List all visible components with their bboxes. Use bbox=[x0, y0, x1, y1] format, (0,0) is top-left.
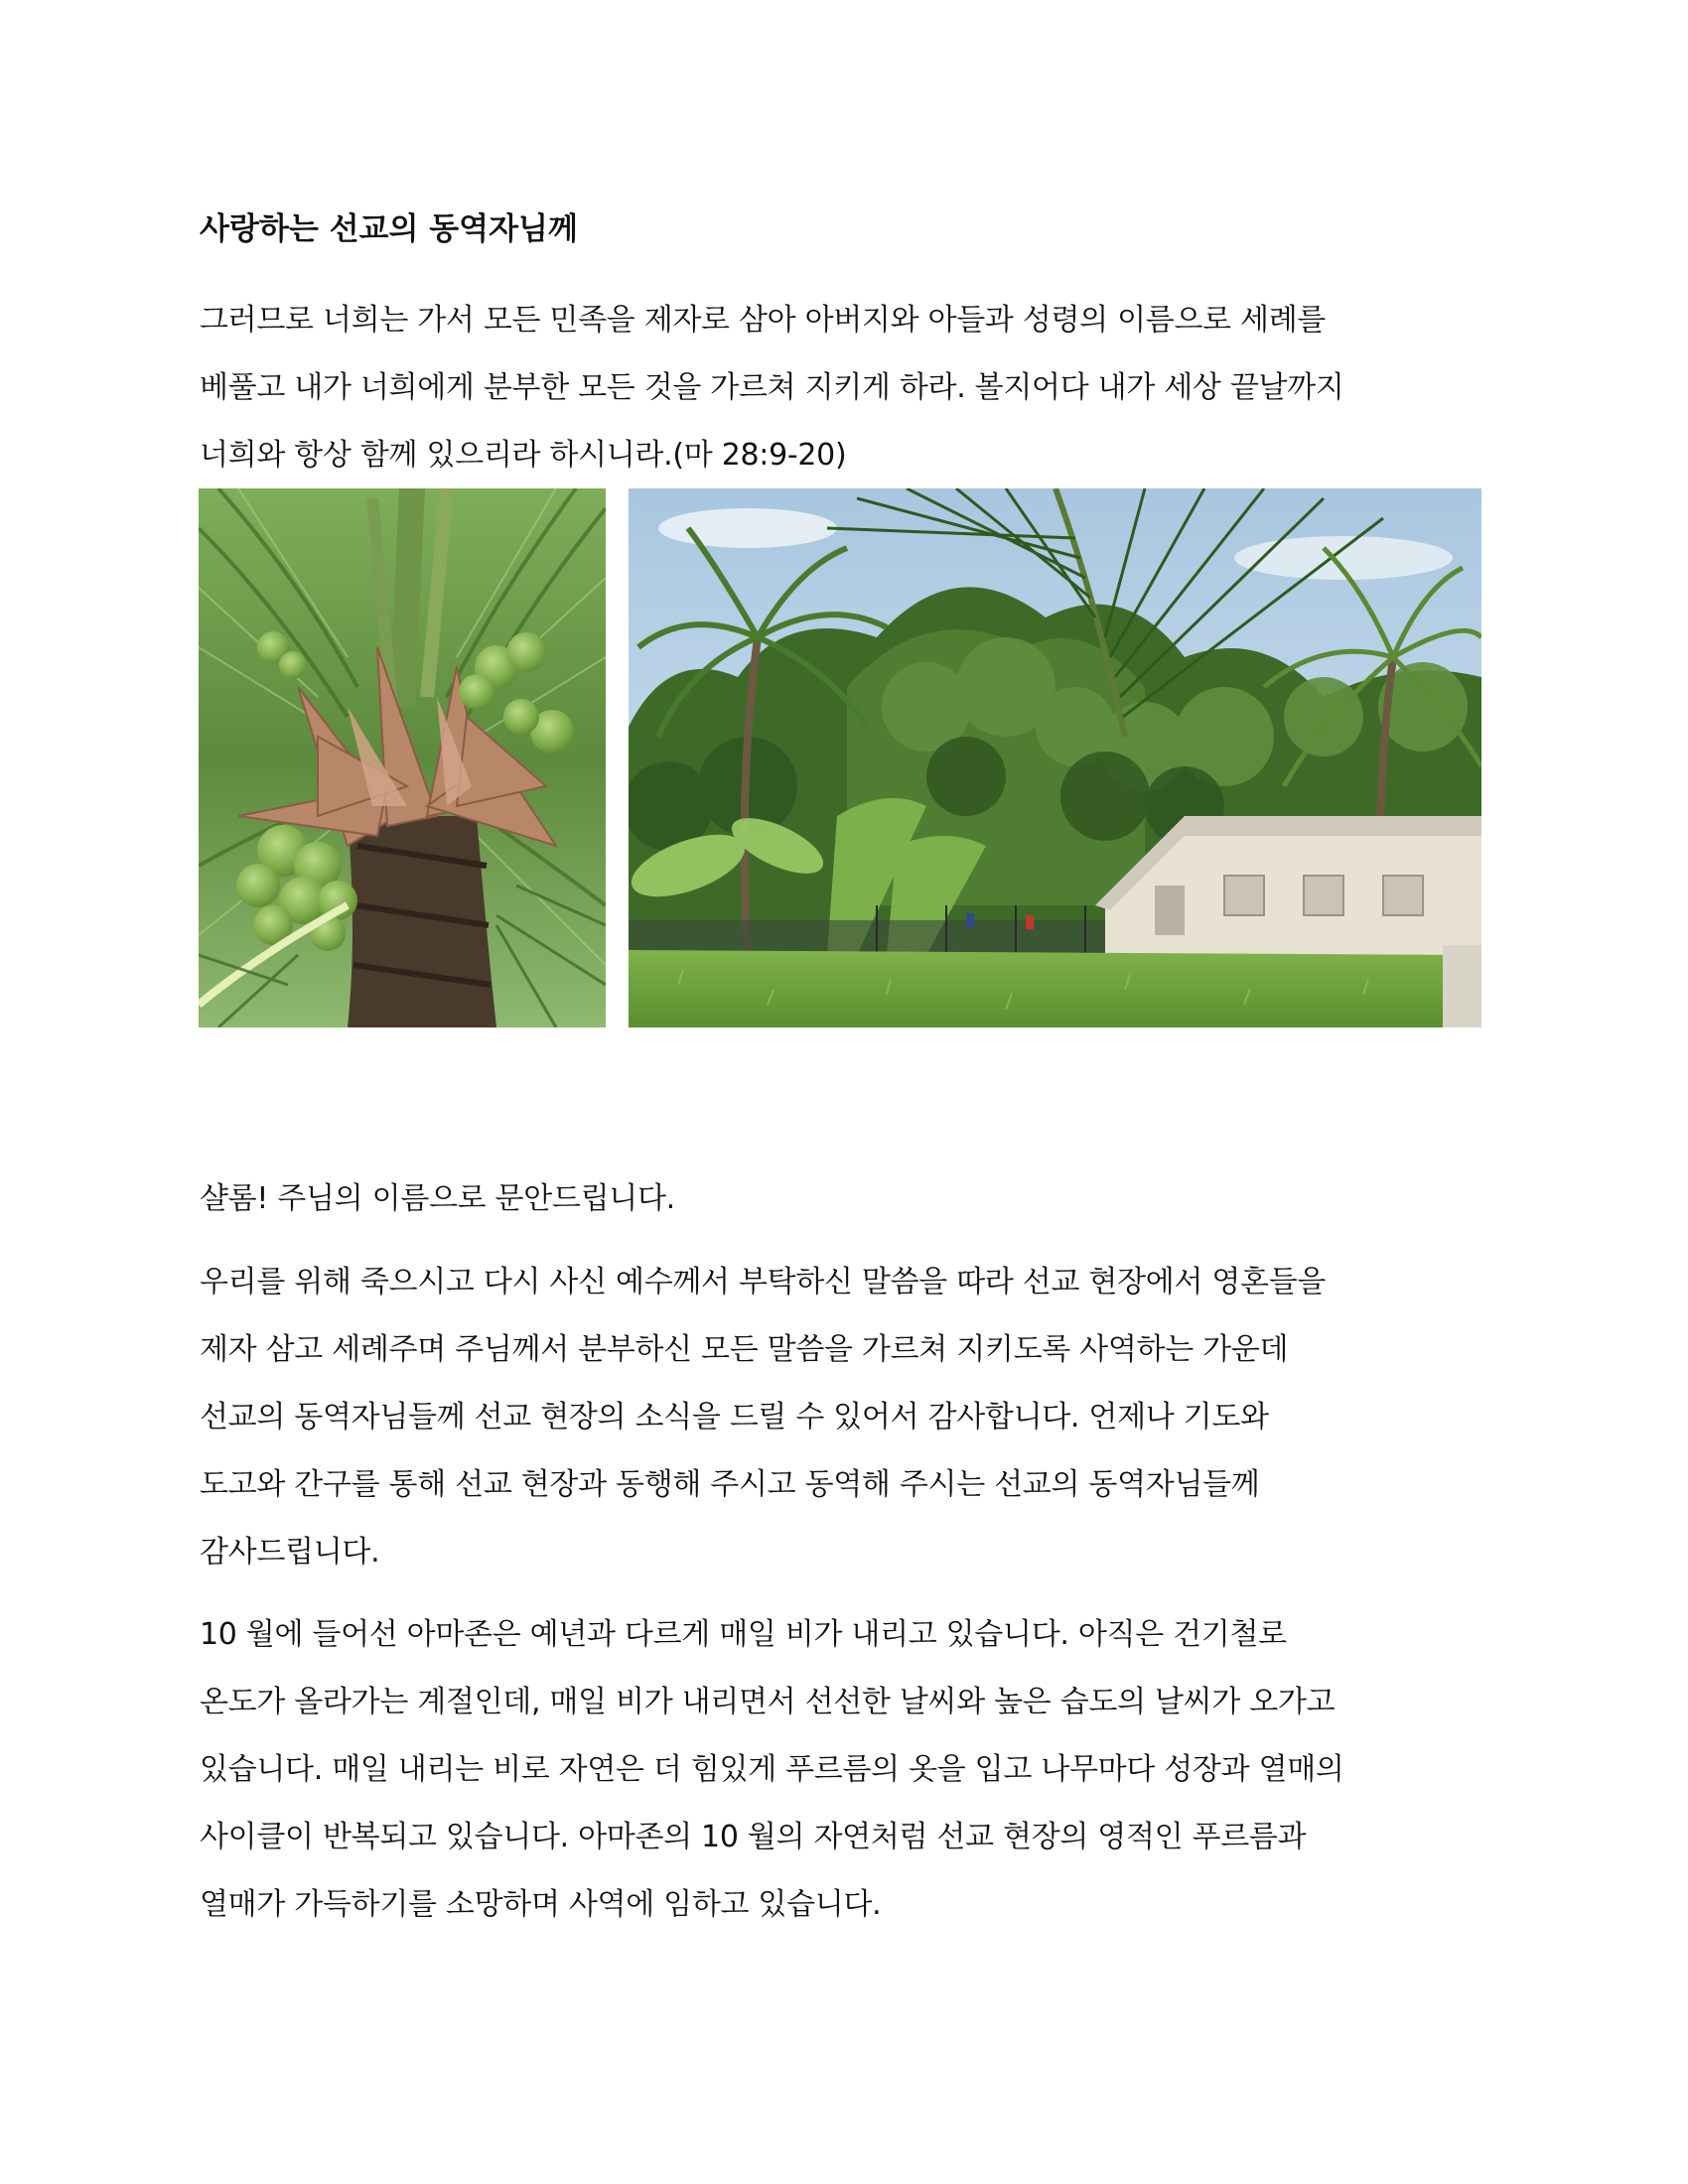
coconut-palm-photo bbox=[199, 488, 606, 1027]
october-line: 10 월에 들어선 아마존은 예년과 다르게 매일 비가 내리고 있습니다. 아직은 건기철로 bbox=[200, 1617, 1287, 1652]
october-paragraph bbox=[200, 1601, 1500, 1939]
thanks-line: 감사드립니다. bbox=[200, 1535, 380, 1570]
october-line: 온도가 올라가는 계절인데, 매일 비가 내리면서 선선한 날씨와 높은 습도의 날씨가 오가고 bbox=[200, 1685, 1336, 1719]
salutation-line: 샬롬! 주님의 이름으로 문안드립니다. bbox=[200, 1181, 675, 1216]
thanks-line: 선교의 동역자님들께 선교 현장의 소식을 드릴 수 있어서 감사합니다. 언제나 기도와 bbox=[200, 1400, 1269, 1434]
scripture-line: 너희와 항상 함께 있으리라 하시니라.(마 28:9-20) bbox=[200, 438, 847, 473]
thanks-paragraph bbox=[200, 1249, 1500, 1586]
october-line: 열매가 가득하기를 소망하며 사역에 임하고 있습니다. bbox=[200, 1887, 882, 1922]
amazon-jungle-photo bbox=[629, 488, 1481, 1027]
thanks-line: 제자 삼고 세례주며 주님께서 분부하신 모든 말씀을 가르쳐 지키도록 사역하는 가운데 bbox=[200, 1332, 1289, 1367]
october-line: 사이클이 반복되고 있습니다. 아마존의 10 월의 자연처럼 선교 현장의 영적인 푸르름과 bbox=[200, 1820, 1307, 1854]
jungle-house-illustration bbox=[629, 488, 1481, 1027]
october-line: 있습니다. 매일 내리는 비로 자연은 더 힘있게 푸르름의 옷을 입고 나무마다 성장과 열매의 bbox=[200, 1752, 1344, 1787]
scripture-line: 베풀고 내가 너희에게 분부한 모든 것을 가르쳐 지키게 하라. 볼지어다 내가 세상 끝날까지 bbox=[200, 370, 1344, 405]
salutation-paragraph bbox=[200, 1165, 1500, 1233]
letter-greeting: 사랑하는 선교의 동역자님께 bbox=[200, 211, 578, 247]
scripture-paragraph bbox=[200, 287, 1500, 489]
coconut-palm-illustration bbox=[199, 488, 606, 1027]
thanks-line: 도고와 간구를 통해 선교 현장과 동행해 주시고 동역해 주시는 선교의 동역자님들께 bbox=[200, 1467, 1260, 1502]
scripture-line: 그러므로 너희는 가서 모든 민족을 제자로 삼아 아버지와 아들과 성령의 이름으로 세례를 bbox=[200, 303, 1327, 338]
thanks-line: 우리를 위해 죽으시고 다시 사신 예수께서 부탁하신 말씀을 따라 선교 현장에서 영혼들을 bbox=[200, 1265, 1327, 1299]
